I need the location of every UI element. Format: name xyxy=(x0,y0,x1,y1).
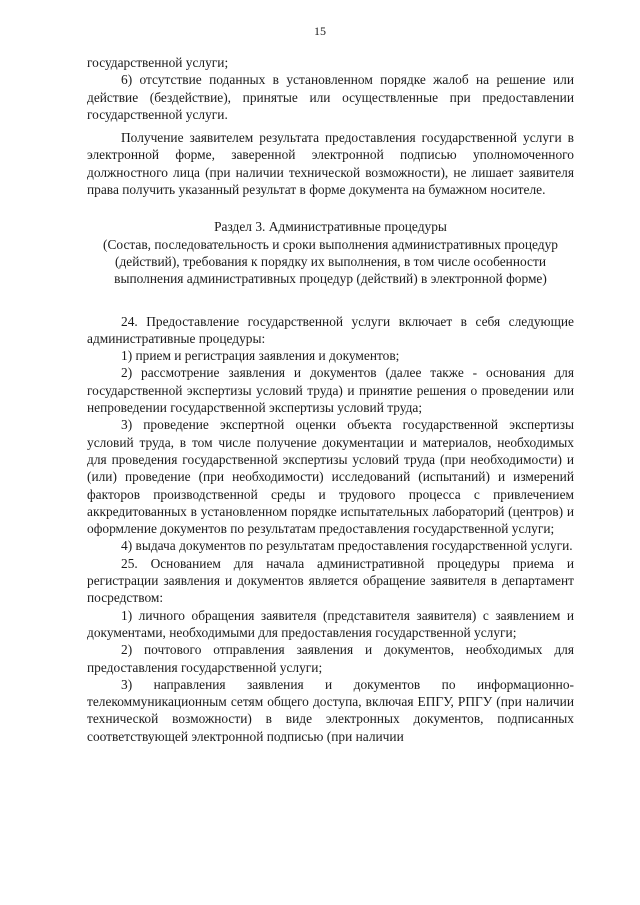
list-item-submission-2: 2) почтового отправления заявления и документов, необходимых для предоставления государственной услуги; xyxy=(87,642,574,675)
section-subtitle: (Состав, последовательность и сроки выполнения административных процедур (действий), требования к порядку их выполнения, в том числе особенности выполнения административных процедур (действий) в электронной форме) xyxy=(103,236,558,287)
paragraph-electronic-result: Получение заявителем результата предоставления государственной услуги в электронной форме, заверенной электронной подписью уполномоченного должностного лица (при наличии технической возможности), не лишает заявителя права получить указанный результат в форме документа на бумажном носителе. xyxy=(87,130,574,198)
list-item-procedure-2: 2) рассмотрение заявления и документов (далее также - основания для государственной экспертизы условий труда) и принятие решения о проведении или непроведении государственной экспертизы условий труда; xyxy=(87,365,574,416)
list-item-submission-3: 3) направления заявления и документов по информационно-телекоммуникационным сетям общего доступа, включая ЕПГУ, РПГУ (при наличии технической возможности) в виде электронных документов, подписанных соответствующей электронной подписью (при наличии xyxy=(87,676,574,744)
section-title: Раздел 3. Административные процедуры xyxy=(214,219,447,235)
document-body xyxy=(87,54,574,745)
paragraph-continuation: государственной услуги; xyxy=(87,55,229,70)
list-item-procedure-1: 1) прием и регистрация заявления и документов; xyxy=(121,348,400,364)
list-item-procedure-3: 3) проведение экспертной оценки объекта государственной экспертизы условий труда, в том числе получение документации и материалов, необходимых для проведения государственной экспертизы условий труда (при необходимости) и (или) проведение (при необходимости) исследований (испытаний) и измерений факторов производственной среды и трудового процесса с привлечением аккредитованных в установленном порядке испытательных лабораторий (центров) и оформление документов по результатам предоставления государственной услуги; xyxy=(87,417,574,537)
paragraph-24: 24. Предоставление государственной услуги включает в себя следующие административные процедуры: xyxy=(87,313,574,346)
paragraph-item-6: 6) отсутствие поданных в установленном порядке жалоб на решение или действие (бездействие), принятые или осуществленные при предоставлении государственной услуги. xyxy=(87,72,574,122)
list-item-procedure-4: 4) выдача документов по результатам предоставления государственной услуги. xyxy=(121,538,573,554)
section-heading xyxy=(87,218,574,287)
paragraph-25: 25. Основанием для начала административной процедуры приема и регистрации заявления и документов является обращение заявителя в департамент посредством: xyxy=(87,555,574,606)
page-number: 15 xyxy=(314,24,326,38)
list-item-submission-1: 1) личного обращения заявителя (представителя заявителя) с заявлением и документами, необходимыми для предоставления государственной услуги; xyxy=(87,607,574,640)
